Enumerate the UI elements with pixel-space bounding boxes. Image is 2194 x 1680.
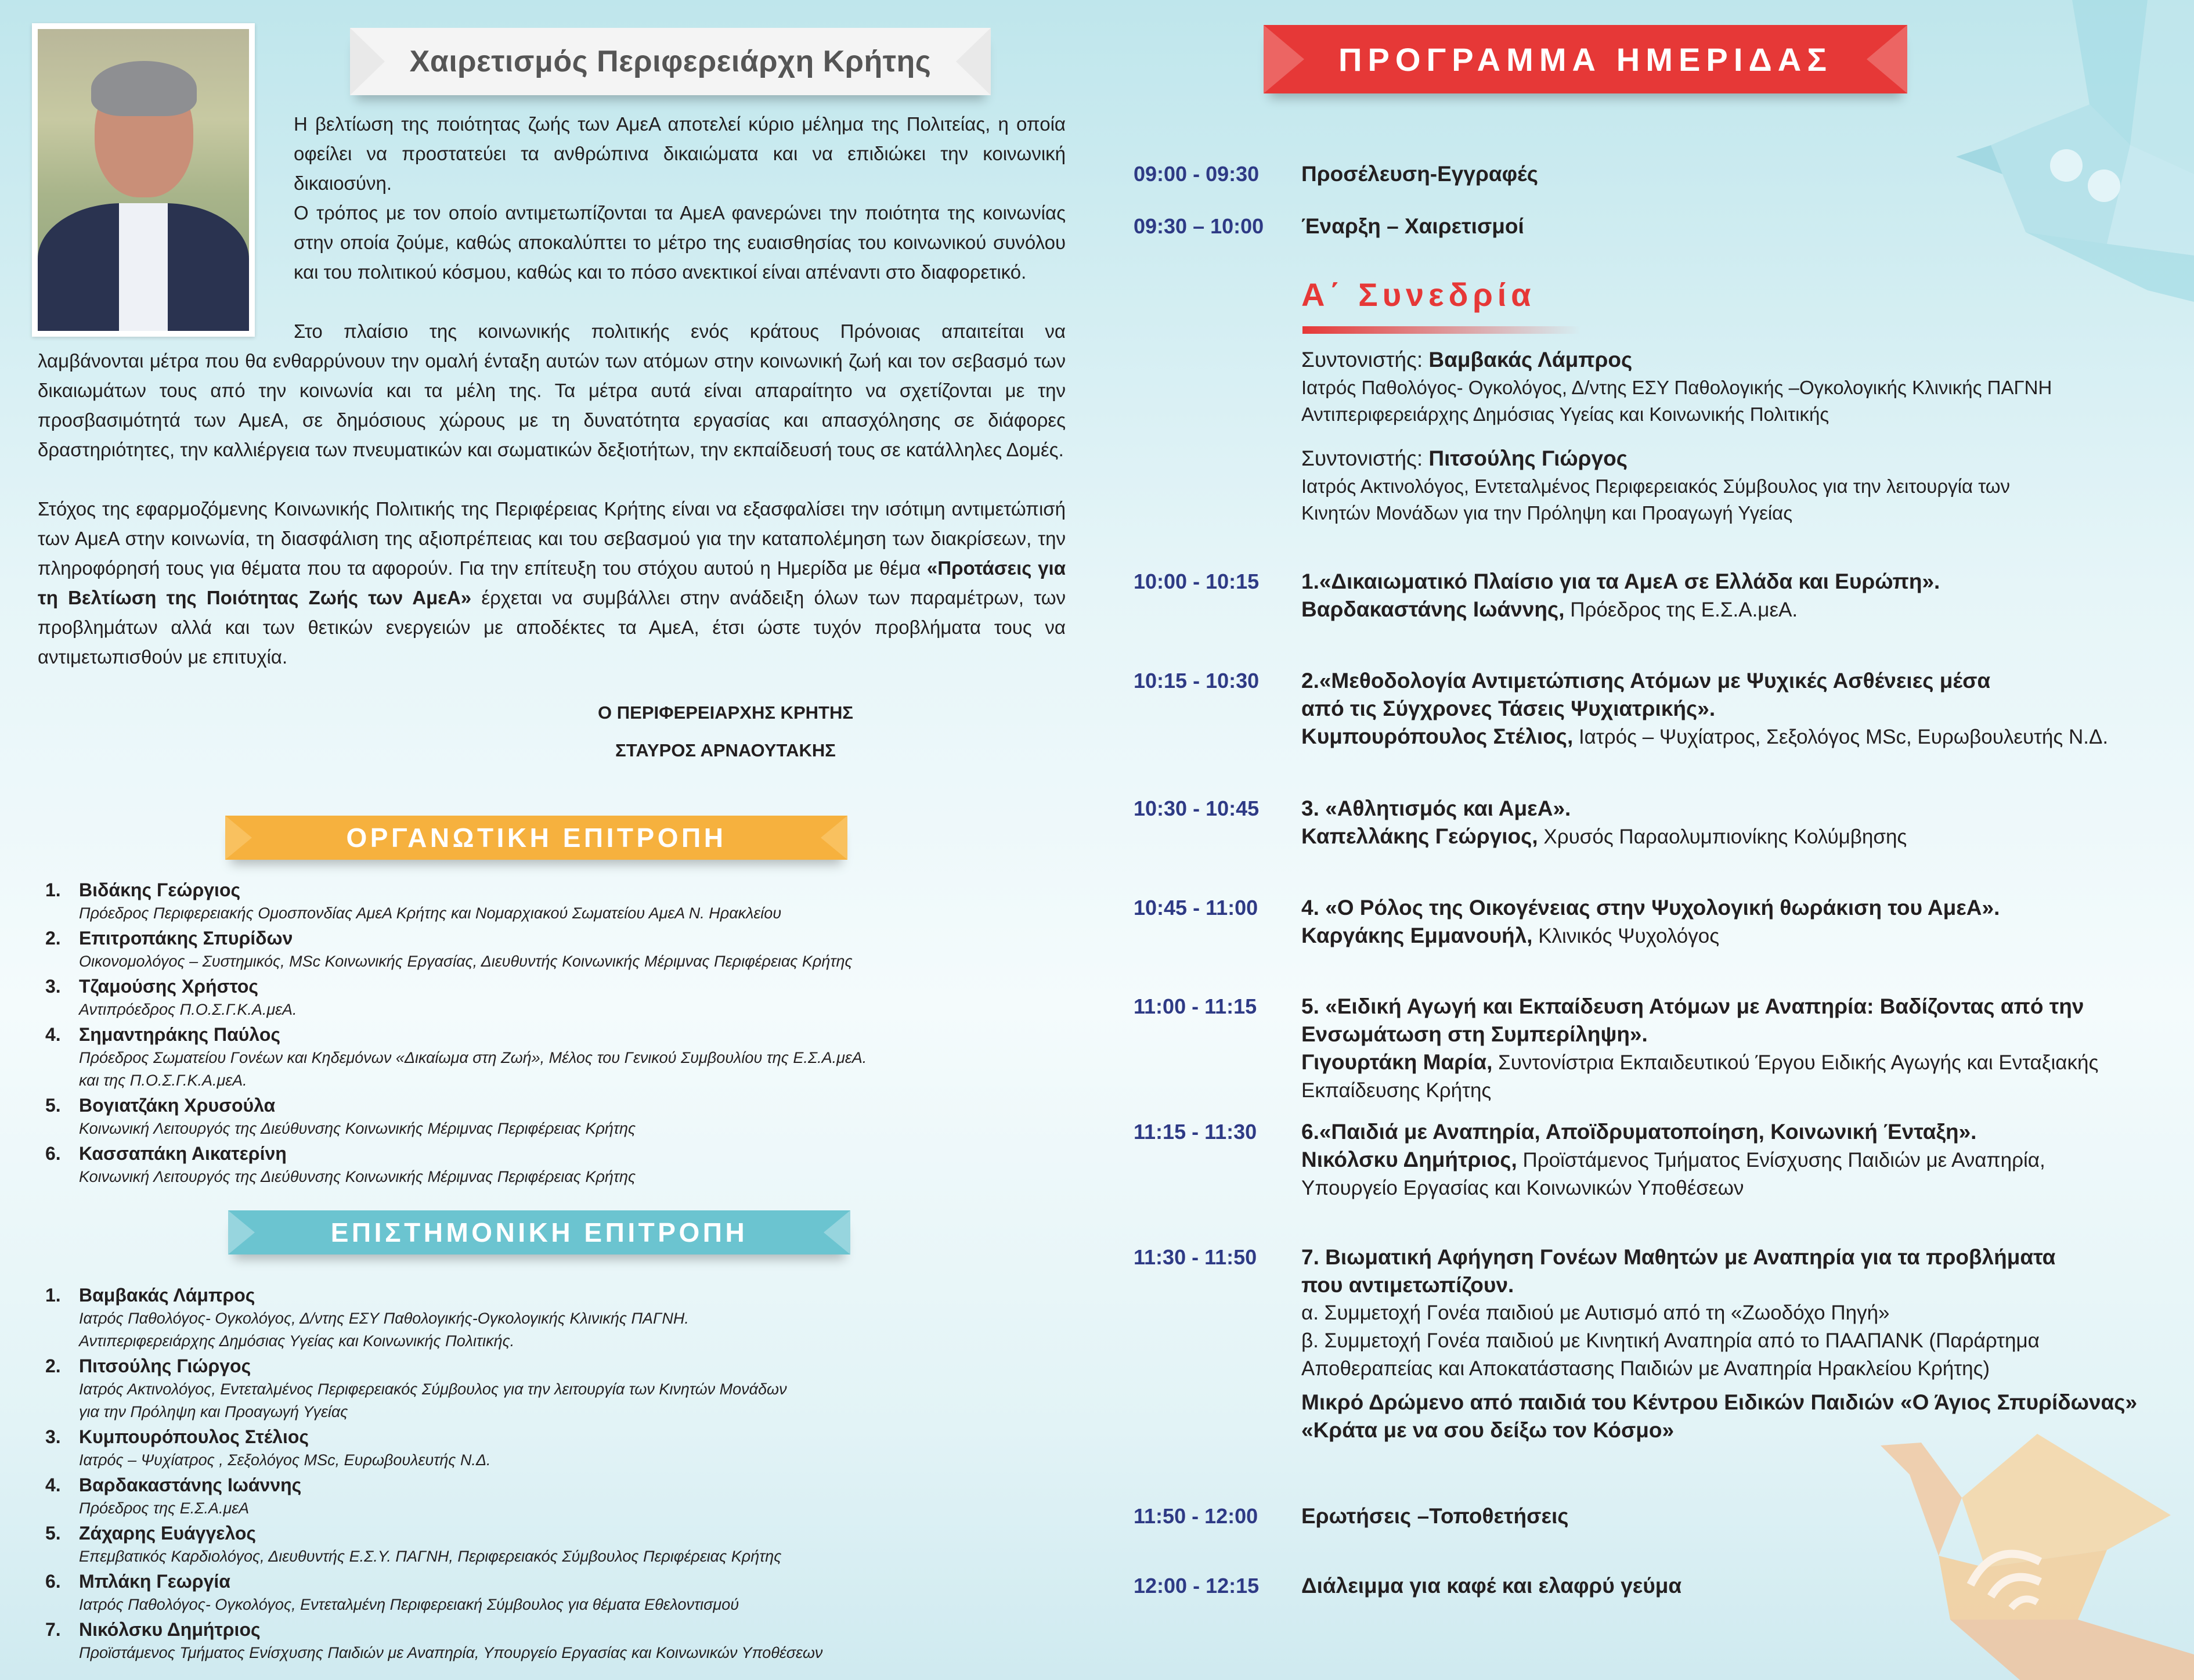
member-name: Κασσαπάκη Αικατερίνη xyxy=(79,1143,287,1164)
programme-title: ΠΡΟΓΡΑΜΜΑ ΗΜΕΡΙΔΑΣ xyxy=(1338,41,1833,78)
member-description: για την Πρόληψη και Προαγωγή Υγείας xyxy=(79,1403,348,1421)
member-number: 5. xyxy=(45,1523,61,1544)
schedule-time: 10:45 - 11:00 xyxy=(1134,896,1258,920)
schedule-time: 11:50 - 12:00 xyxy=(1134,1504,1258,1528)
scientific-committee-title: ΕΠΙΣΤΗΜΟΝΙΚΗ ΕΠΙΤΡΟΠΗ xyxy=(330,1217,748,1248)
talk-speaker-line xyxy=(1301,596,2172,624)
speaker-role: Προϊστάμενος Τμήματος Ενίσχυσης Παιδιών με Αναπηρία, xyxy=(1517,1149,2045,1171)
talk-title: 4. «Ο Ρόλος της Οικογένειας στην Ψυχολογική θωράκιση του ΑμεΑ». xyxy=(1301,896,2000,920)
member-description: Κοινωνική Λειτουργός της Διεύθυνσης Κοινωνικής Μέριμνας Περιφέρειας Κρήτης xyxy=(79,1120,636,1137)
greeting-paragraph-3-rest: λαμβάνονται μέτρα που θα ενθαρρύνουν την ομαλή ένταξη αυτών των ατόμων στην κοινωνική ζωή και τον σεβασμό των δικαιωμάτων τους από την κοινωνία και τα μέλη της. Τα μέτρα αυτά είναι απαραίτητο να σχετίζονται με την προσβασιμότητά των ΑμεΑ, σε δημόσιους χώρους με τη δυνατότητα εργασίας και απασχόλησης σε διάφορες δραστηριότητες, την καλλιέργεια των πνευματικών και σωματικών δεξιοτήτων, την εκπαίδευσή τους σε κατάλληλες Δομές. xyxy=(38,350,1066,460)
schedule-text: Προσέλευση-Εγγραφές xyxy=(1301,162,1538,186)
schedule-time: 11:00 - 11:15 xyxy=(1134,994,1257,1018)
portrait-photo xyxy=(32,23,255,337)
scientific-committee-list xyxy=(45,1283,1067,1665)
schedule-time: 12:00 - 12:15 xyxy=(1134,1574,1260,1598)
greeting-paragraph-1: Η βελτίωση της ποιότητας ζωής των ΑμεΑ αποτελεί κύριο μέλημα της Πολιτείας, η οποία οφείλει να προστατεύει τα ανθρώπινα δικαιώματα και να επιδιώκει την κοινωνική δικαιοσύνη. xyxy=(294,113,1066,194)
coordinator-desc: Αντιπεριφερειάρχης Δημόσιας Υγείας και Κοινωνικής Πολιτικής xyxy=(1301,403,1829,425)
talk-item: β. Συμμετοχή Γονέα παιδιού με Κινητική Αναπηρία από το ΠΑΑΠΑΝΚ (Παράρτημα xyxy=(1301,1329,2040,1352)
member-number: 6. xyxy=(45,1143,61,1164)
schedule-time: 10:30 - 10:45 xyxy=(1134,796,1260,820)
signature-name: ΣΤΑΥΡΟΣ ΑΡΝΑΟΥΤΑΚΗΣ xyxy=(615,740,836,760)
member-description: Προϊστάμενος Τμήματος Ενίσχυσης Παιδιών με Αναπηρία, Υπουργείο Εργασίας και Κοινωνικών Υποθέσεων xyxy=(79,1644,823,1661)
committee-member xyxy=(45,974,1067,1021)
coordinator-desc: Ιατρός Παθολόγος- Ογκολόγος, Δ/ντης ΕΣΥ Παθολογικής –Ογκολογικής Κλινικής ΠΑΓΝΗ xyxy=(1301,377,2052,398)
talk-speaker-line xyxy=(1301,823,2172,851)
member-number: 3. xyxy=(45,976,61,997)
member-description: Πρόεδρος Σωματείου Γονέων και Κηδεμόνων «Δικαίωμα στη Ζωή», Μέλος του Γενικού Συμβουλίου της Ε.Σ.Α.μεΑ. xyxy=(79,1049,867,1066)
committee-member xyxy=(45,1473,1067,1520)
member-number: 1. xyxy=(45,879,61,900)
coordinator-2 xyxy=(1301,444,2172,527)
schedule-time: 09:30 – 10:00 xyxy=(1134,214,1264,238)
speaker-role: Ιατρός – Ψυχίατρος, Σεξολόγος MSc, Ευρωβουλευτής Ν.Δ. xyxy=(1573,726,2109,748)
member-number: 2. xyxy=(45,928,61,949)
member-name: Βαρδακαστάνης Ιωάννης xyxy=(79,1474,302,1495)
greeting-paragraph-3-start: Στο πλαίσιο της κοινωνικής πολιτικής ενός κράτους Πρόνοιας απαιτείται να xyxy=(294,320,1066,342)
member-number: 4. xyxy=(45,1024,61,1045)
committee-member xyxy=(45,1617,1067,1664)
coordinator-label: Συντονιστής: xyxy=(1301,446,1429,470)
talk-title: 2.«Μεθοδολογία Αντιμετώπισης Ατόμων με Ψυχικές Ασθένειες μέσα xyxy=(1301,669,1991,693)
coordinator-name: Βαμβακάς Λάμπρος xyxy=(1428,348,1633,372)
member-number: 5. xyxy=(45,1095,61,1116)
talk-title: Ενσωμάτωση στη Συμπερίληψη». xyxy=(1301,1022,1648,1046)
schedule-text: Διάλειμμα για καφέ και ελαφρύ γεύμα xyxy=(1301,1574,1682,1598)
coordinator-desc: Κινητών Μονάδων για την Πρόληψη και Προαγωγή Υγείας xyxy=(1301,502,1793,524)
speaker-role: Πρόεδρος της Ε.Σ.Α.μεΑ. xyxy=(1564,599,1798,621)
speaker-role: Κλινικός Ψυχολόγος xyxy=(1532,925,1720,947)
member-number: 6. xyxy=(45,1571,61,1592)
committee-member xyxy=(45,1093,1067,1140)
organizing-committee-title: ΟΡΓΑΝΩΤΙΚΗ ΕΠΙΤΡΟΠΗ xyxy=(346,823,727,853)
speaker-name: Γιγουρτάκη Μαρία, xyxy=(1301,1050,1493,1074)
committee-member xyxy=(45,926,1067,973)
member-number: 7. xyxy=(45,1619,61,1640)
member-name: Επιτροπάκης Σπυρίδων xyxy=(79,928,293,949)
greeting-paragraph-2: Ο τρόπος με τον οποίο αντιμετωπίζονται τα ΑμεΑ φανερώνει την ποιότητα της κοινωνίας στην οποία ζούμε, καθώς αποκαλύπτει το μέτρο της ευαισθησίας του κοινωνικού συνόλου και του πολιτικού κόσμου, καθώς και το πόσο ανεκτικοί είναι απέναντι στο διαφορετικό. xyxy=(294,202,1066,283)
schedule-time: 10:00 - 10:15 xyxy=(1134,569,1260,593)
member-name: Βαμβακάς Λάμπρος xyxy=(79,1285,255,1306)
member-number: 4. xyxy=(45,1474,61,1495)
member-name: Σημαντηράκης Παύλος xyxy=(79,1024,281,1045)
signature-title: Ο ΠΕΡΙΦΕΡΕΙΑΡΧΗΣ ΚΡΗΤΗΣ xyxy=(598,702,853,723)
greeting-title: Χαιρετισμός Περιφερειάρχη Κρήτης xyxy=(409,45,932,78)
coordinator-label: Συντονιστής: xyxy=(1301,348,1429,372)
speaker-name: Καπελλάκης Γεώργιος, xyxy=(1301,824,1538,848)
speaker-role: Συντονίστρια Εκπαιδευτικού Έργου Ειδικής Αγωγής και Ενταξιακής xyxy=(1492,1051,2099,1074)
member-description: Κοινωνική Λειτουργός της Διεύθυνσης Κοινωνικής Μέριμνας Περιφέρειας Κρήτης xyxy=(79,1168,636,1185)
member-name: Κυμπουρόπουλος Στέλιος xyxy=(79,1426,309,1447)
committee-member xyxy=(45,1022,1067,1092)
member-number: 1. xyxy=(45,1285,61,1306)
coordinator-desc: Ιατρός Ακτινολόγος, Εντεταλμένος Περιφερειακός Σύμβουλος για την λειτουργία των xyxy=(1301,475,2011,497)
member-name: Βογιατζάκη Χρυσούλα xyxy=(79,1095,276,1116)
speaker-role: Χρυσός Παραολυμπιονίκης Κολύμβησης xyxy=(1538,825,1907,848)
talk-item: α. Συμμετοχή Γονέα παιδιού με Αυτισμό από τη «Ζωοδόχο Πηγή» xyxy=(1301,1302,1890,1324)
member-description: Αντιπρόεδρος Π.Ο.Σ.Γ.Κ.Α.μεΑ. xyxy=(79,1001,297,1018)
speaker-role: Υπουργείο Εργασίας και Κοινωνικών Υποθέσεων xyxy=(1301,1177,1744,1199)
talk-speaker-line xyxy=(1301,1048,2172,1077)
committee-member xyxy=(45,878,1067,925)
member-description: Ιατρός Παθολόγος- Ογκολόγος, Εντεταλμένη Περιφερειακή Σύμβουλος για θέματα Εθελοντισμού xyxy=(79,1596,739,1613)
speaker-name: Βαρδακαστάνης Ιωάννης, xyxy=(1301,597,1565,621)
talk-speaker-line xyxy=(1301,1146,2172,1174)
p4-start: Στόχος της εφαρμοζόμενης Κοινωνικής Πολιτικής της Περιφέρειας Κρήτης είναι να εξασφαλίσει την ισότιμη αντιμετώπισή των ΑμεΑ στην κοινωνία, τη διασφάλιση της αξιοπρέπειας και του σεβασμού για την καταπολέμηση των διακρίσεων, την πληροφόρησή τους για θέματα που τα αφορούν. Για την επίτευξη του στόχου αυτού η Ημερίδα με θέμα xyxy=(38,498,1066,579)
committee-member xyxy=(45,1141,1067,1188)
schedule-time: 11:30 - 11:50 xyxy=(1134,1245,1257,1269)
programme-banner xyxy=(1264,25,1907,93)
talk-title: 3. «Αθλητισμός και ΑμεΑ». xyxy=(1301,796,1571,820)
talk-title: 7. Βιωματική Αφήγηση Γονέων Μαθητών με Αναπηρία για τα προβλήματα xyxy=(1301,1245,2056,1269)
talk-speaker-line xyxy=(1301,922,2172,950)
committee-member xyxy=(45,1569,1067,1616)
member-name: Τζαμούσης Χρήστος xyxy=(79,976,259,997)
member-name: Ζάχαρης Ευάγγελος xyxy=(79,1523,257,1544)
committee-member xyxy=(45,1521,1067,1568)
talk-title: 5. «Ειδική Αγωγή και Εκπαίδευση Ατόμων με Αναπηρία: Βαδίζοντας από την xyxy=(1301,994,2084,1018)
member-name: Νικόλσκυ Δημήτριος xyxy=(79,1619,261,1640)
schedule-time: 10:15 - 10:30 xyxy=(1134,669,1260,693)
talk-title: 6.«Παιδιά με Αναπηρία, Αποϊδρυματοποίηση, Κοινωνική Ένταξη». xyxy=(1301,1120,1977,1144)
organizing-committee-list xyxy=(45,878,1067,1189)
portrait-image xyxy=(38,29,249,331)
talk-item: Αποθεραπείας και Αποκατάστασης Παιδιών με Αναπηρία Ηρακλείου Κρήτης) xyxy=(1301,1357,1990,1380)
member-description: Πρόεδρος Περιφερειακής Ομοσπονδίας ΑμεΑ Κρήτης και Νομαρχιακού Σωματείου ΑμεΑ Ν. Ηρακλείου xyxy=(79,904,782,922)
origami-bird-hearing-icon xyxy=(1846,1411,2194,1680)
coordinator-1 xyxy=(1301,345,2172,428)
schedule-time: 11:15 - 11:30 xyxy=(1134,1120,1257,1144)
origami-bird-sign-language-icon xyxy=(1956,0,2194,313)
member-description: και της Π.Ο.Σ.Γ.Κ.Α.μεΑ. xyxy=(79,1072,247,1089)
talk-title: από τις Σύγχρονες Τάσεις Ψυχιατρικής». xyxy=(1301,697,1716,720)
coordinator-name: Πιτσούλης Γιώργος xyxy=(1428,446,1628,470)
speaker-name: Κυμπουρόπουλος Στέλιος, xyxy=(1301,724,1574,748)
event-theme: «Προτάσεις για τη Βελτίωση της Ποιότητας Ζωής των ΑμεΑ» xyxy=(38,557,1066,608)
schedule-text: Έναρξη – Χαιρετισμοί xyxy=(1301,214,1524,238)
scientific-committee-banner xyxy=(228,1210,850,1254)
member-name: Βιδάκης Γεώργιος xyxy=(79,879,241,900)
speaker-name: Νικόλσκυ Δημήτριος, xyxy=(1301,1148,1517,1171)
session-title: Α΄ Συνεδρία xyxy=(1301,276,1536,313)
p4-end: έρχεται να συμβάλλει στην ανάδειξη όλων των παραμέτρων, των προβλημάτων αλλά και των θετικών ενεργειών με αποδέκτες τα ΑμεΑ, έτσι ώστε τυχόν προβλήματα τους να αντιμετωπισθούν με επιτυχία. xyxy=(38,587,1066,668)
member-number: 3. xyxy=(45,1426,61,1447)
speaker-role: Εκπαίδευσης Κρήτης xyxy=(1301,1079,1492,1102)
member-description: Οικονομολόγος – Συστημικός, MSc Κοινωνικής Εργασίας, Διευθυντής Κοινωνικής Μέριμνας Περιφέρειας Κρήτης xyxy=(79,953,853,970)
committee-member xyxy=(45,1283,1067,1353)
committee-member xyxy=(45,1354,1067,1423)
schedule-time: 09:00 - 09:30 xyxy=(1134,162,1260,186)
member-description: Επεμβατικός Καρδιολόγος, Διευθυντής Ε.Σ.Υ. ΠΑΓΝΗ, Περιφερειακός Σύμβουλος Περιφέρειας Κρήτης xyxy=(79,1548,782,1565)
member-description: Ιατρός Παθολόγος- Ογκολόγος, Δ/ντης ΕΣΥ Παθολογικής-Ογκολογικής Κλινικής ΠΑΓΝΗ. xyxy=(79,1310,689,1327)
performance-title: «Κράτα με να σου δείξω τον Κόσμο» xyxy=(1301,1418,1675,1442)
talk-title: 1.«Δικαιωματικό Πλαίσιο για τα ΑμεΑ σε Ελλάδα και Ευρώπη». xyxy=(1301,569,1940,593)
talk-speaker-line xyxy=(1301,723,2172,751)
member-description: Πρόεδρος της Ε.Σ.Α.μεΑ xyxy=(79,1499,250,1517)
session-underline xyxy=(1302,326,1581,334)
member-description: Ιατρός Ακτινολόγος, Εντεταλμένος Περιφερειακός Σύμβουλος για την λειτουργία των Κινητών Μονάδων xyxy=(79,1380,787,1398)
organizing-committee-banner xyxy=(225,816,847,860)
greeting-paragraph-4 xyxy=(38,494,1066,672)
member-name: Μπλάκη Γεωργία xyxy=(79,1571,230,1592)
schedule-text: Ερωτήσεις –Τοποθετήσεις xyxy=(1301,1504,1569,1528)
greeting-banner xyxy=(350,28,991,95)
member-name: Πιτσούλης Γιώργος xyxy=(79,1355,251,1376)
member-number: 2. xyxy=(45,1355,61,1376)
committee-member xyxy=(45,1425,1067,1472)
performance-title: Μικρό Δρώμενο από παιδιά του Κέντρου Ειδικών Παιδιών «Ο Άγιος Σπυρίδωνας» xyxy=(1301,1390,2138,1414)
talk-title: που αντιμετωπίζουν. xyxy=(1301,1273,1514,1297)
member-description: Ιατρός – Ψυχίατρος , Σεξολόγος MSc, Ευρωβουλευτής Ν.Δ. xyxy=(79,1451,491,1469)
speaker-name: Καργάκης Εμμανουήλ, xyxy=(1301,924,1533,947)
member-description: Αντιπεριφερειάρχης Δημόσιας Υγείας και Κοινωνικής Πολιτικής. xyxy=(79,1332,515,1350)
